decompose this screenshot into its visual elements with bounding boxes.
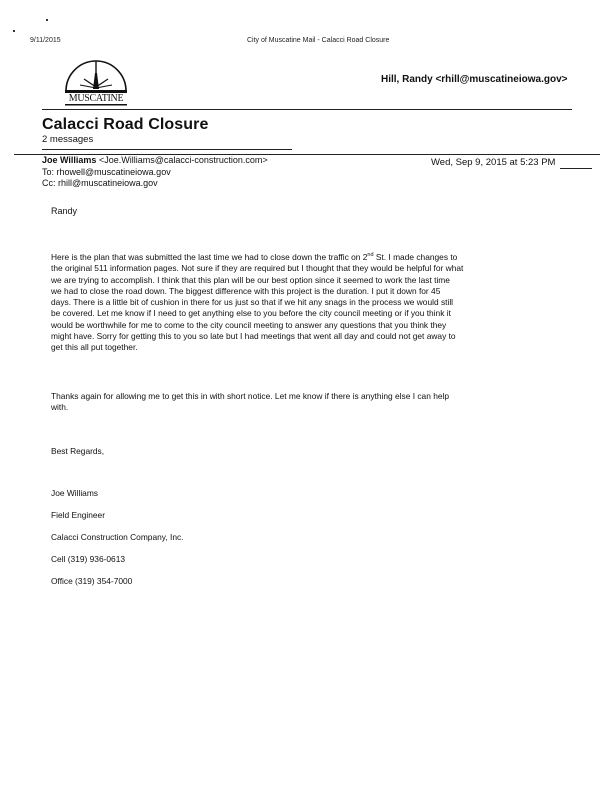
body-paragraph-2 (51, 391, 566, 414)
signature-office: Office (319) 354-7000 (51, 576, 133, 586)
print-title: City of Muscatine Mail - Calacci Road Closure (247, 37, 390, 44)
body-line: with. (51, 402, 69, 413)
account-label: Hill, Randy <rhill@muscatineiowa.gov> (381, 74, 568, 85)
greeting: Randy (51, 206, 78, 216)
body-line: we had to close the road down. The biggest difference with this project is the duration. I put it down for 45 (51, 285, 441, 296)
print-header (0, 37, 614, 49)
logo-text: MUSCATINE (68, 93, 124, 104)
body-line: would be worthwhile for me to come to the city council meeting to answer any questions that you think they (51, 319, 447, 330)
muscatine-logo (62, 55, 130, 107)
message-date: Wed, Sep 9, 2015 at 5:23 PM (431, 157, 556, 168)
to-line: To: rhowell@muscatineiowa.gov (42, 166, 171, 177)
body-paragraph-1 (51, 252, 566, 354)
signature-cell: Cell (319) 936-0613 (51, 554, 126, 564)
closing: Best Regards, (51, 446, 105, 456)
body-line: days. There is a little bit of cushion in there for us just so that if we hit any snags in the process we would still (51, 297, 454, 308)
body-line: get this all put together. (51, 342, 138, 353)
body-line: we are trying to accomplish. I think that this plan will be our best option since it seemed to work the last time (51, 274, 450, 285)
signature-company: Calacci Construction Company, Inc. (51, 532, 184, 542)
cc-line: Cc: rhill@muscatineiowa.gov (42, 178, 158, 188)
body-line: Here is the plan that was submitted the last time we had to close down the traffic on 2nd St. I made changes to (51, 252, 458, 262)
sender-email[interactable]: <Joe.Williams@calacci-construction.com> (98, 155, 268, 165)
signature-name: Joe Williams (51, 488, 98, 498)
signature-title: Field Engineer (51, 510, 106, 520)
date-underline (560, 168, 592, 169)
print-date: 9/11/2015 (30, 37, 61, 44)
header-divider (42, 109, 572, 110)
scan-speck (46, 19, 48, 21)
thread-divider (42, 149, 292, 150)
sender-name[interactable]: Joe Williams (42, 155, 97, 165)
body-line: be covered. Let me know if I need to get anything else to you before the city council meeting or if you think it (51, 308, 451, 319)
body-line: might have. Sorry for getting this to you so late but I had meetings that went all day and could not get away to (51, 331, 456, 342)
scan-speck (13, 30, 15, 32)
message-count: 2 messages (42, 134, 94, 145)
body-line: the original 511 information pages. Not sure if they are required but I thought that they would be helpful for what (51, 263, 464, 274)
body-line: Thanks again for allowing me to get this in with short notice. Let me know if there is anything else I can help (51, 391, 450, 401)
thread-subject: Calacci Road Closure (42, 116, 209, 133)
